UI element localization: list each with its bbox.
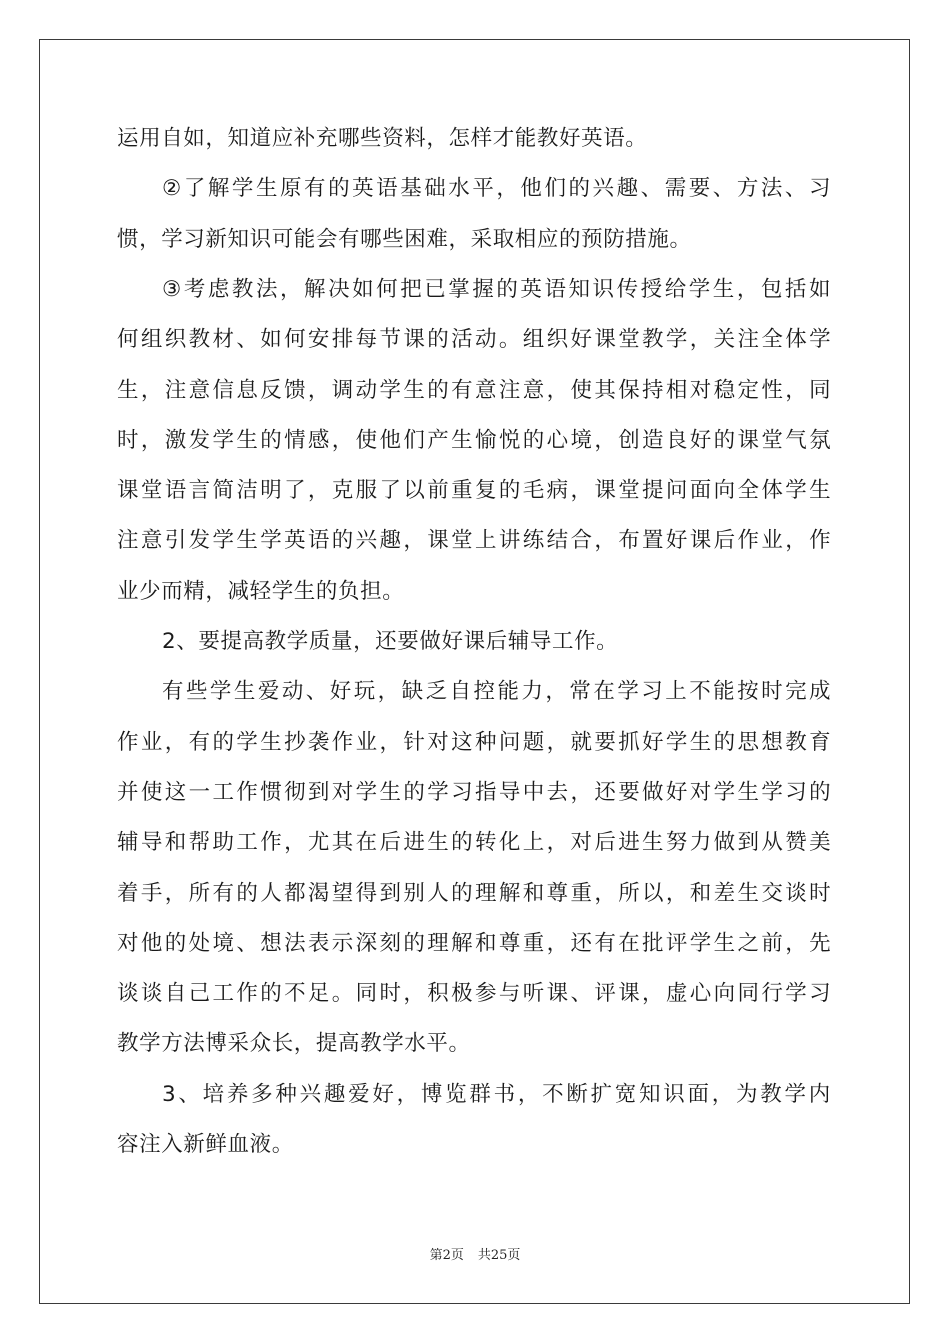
paragraph-line: 着手，所有的人都渴望得到别人的理解和尊重，所以，和差生交谈时 <box>117 880 833 906</box>
page-footer <box>0 1247 950 1265</box>
paragraph-line: 注意引发学生学英语的兴趣，课堂上讲练结合，布置好课后作业，作 <box>117 528 833 554</box>
paragraph-line: 业少而精，减轻学生的负担。 <box>117 578 405 604</box>
paragraph-line-first: ③考虑教法，解决如何把已掌握的英语知识传授给学生，包括如 <box>162 276 833 302</box>
paragraph-line-first: 运用自如，知道应补充哪些资料，怎样才能教好英语。 <box>117 126 648 151</box>
paragraph-line-first: 有些学生爱动、好玩，缺乏自控能力，常在学习上不能按时完成 <box>162 679 833 705</box>
paragraph-line-first: 3、培养多种兴趣爱好，博览群书，不断扩宽知识面，为教学内 <box>162 1081 833 1107</box>
paragraph-line: 教学方法博采众长，提高教学水平。 <box>117 1031 471 1057</box>
paragraph-line: 辅导和帮助工作，尤其在后进生的转化上，对后进生努力做到从赞美 <box>117 830 833 856</box>
paragraph-line: 何组织教材、如何安排每节课的活动。组织好课堂教学，关注全体学 <box>117 327 833 353</box>
paragraph-line-first: ②了解学生原有的英语基础水平，他们的兴趣、需要、方法、习 <box>162 176 833 202</box>
paragraph-line: 作业，有的学生抄袭作业，针对这种问题，就要抓好学生的思想教育 <box>117 729 833 755</box>
paragraph-line: 惯，学习新知识可能会有哪些困难，采取相应的预防措施。 <box>117 226 692 252</box>
paragraph-line: 课堂语言简洁明了，克服了以前重复的毛病，课堂提问面向全体学生 <box>117 478 833 504</box>
paragraph-line: 并使这一工作惯彻到对学生的学习指导中去，还要做好对学生学习的 <box>117 779 833 805</box>
page-total: 共25页 <box>477 1248 521 1263</box>
paragraph-line: 时，激发学生的情感，使他们产生愉悦的心境，创造良好的课堂气氛 <box>117 427 833 453</box>
paragraph-line: 生，注意信息反馈，调动学生的有意注意，使其保持相对稳定性，同 <box>117 377 833 403</box>
page-number: 第2页 <box>429 1248 464 1263</box>
paragraph-line: 谈谈自己工作的不足。同时，积极参与听课、评课，虚心向同行学习 <box>117 981 833 1007</box>
paragraph-line: 对他的处境、想法表示深刻的理解和尊重，还有在批评学生之前，先 <box>117 930 833 956</box>
paragraph-line-first: 2、要提高教学质量，还要做好课后辅导工作。 <box>162 629 619 654</box>
paragraph-line: 容注入新鲜血液。 <box>117 1132 294 1157</box>
